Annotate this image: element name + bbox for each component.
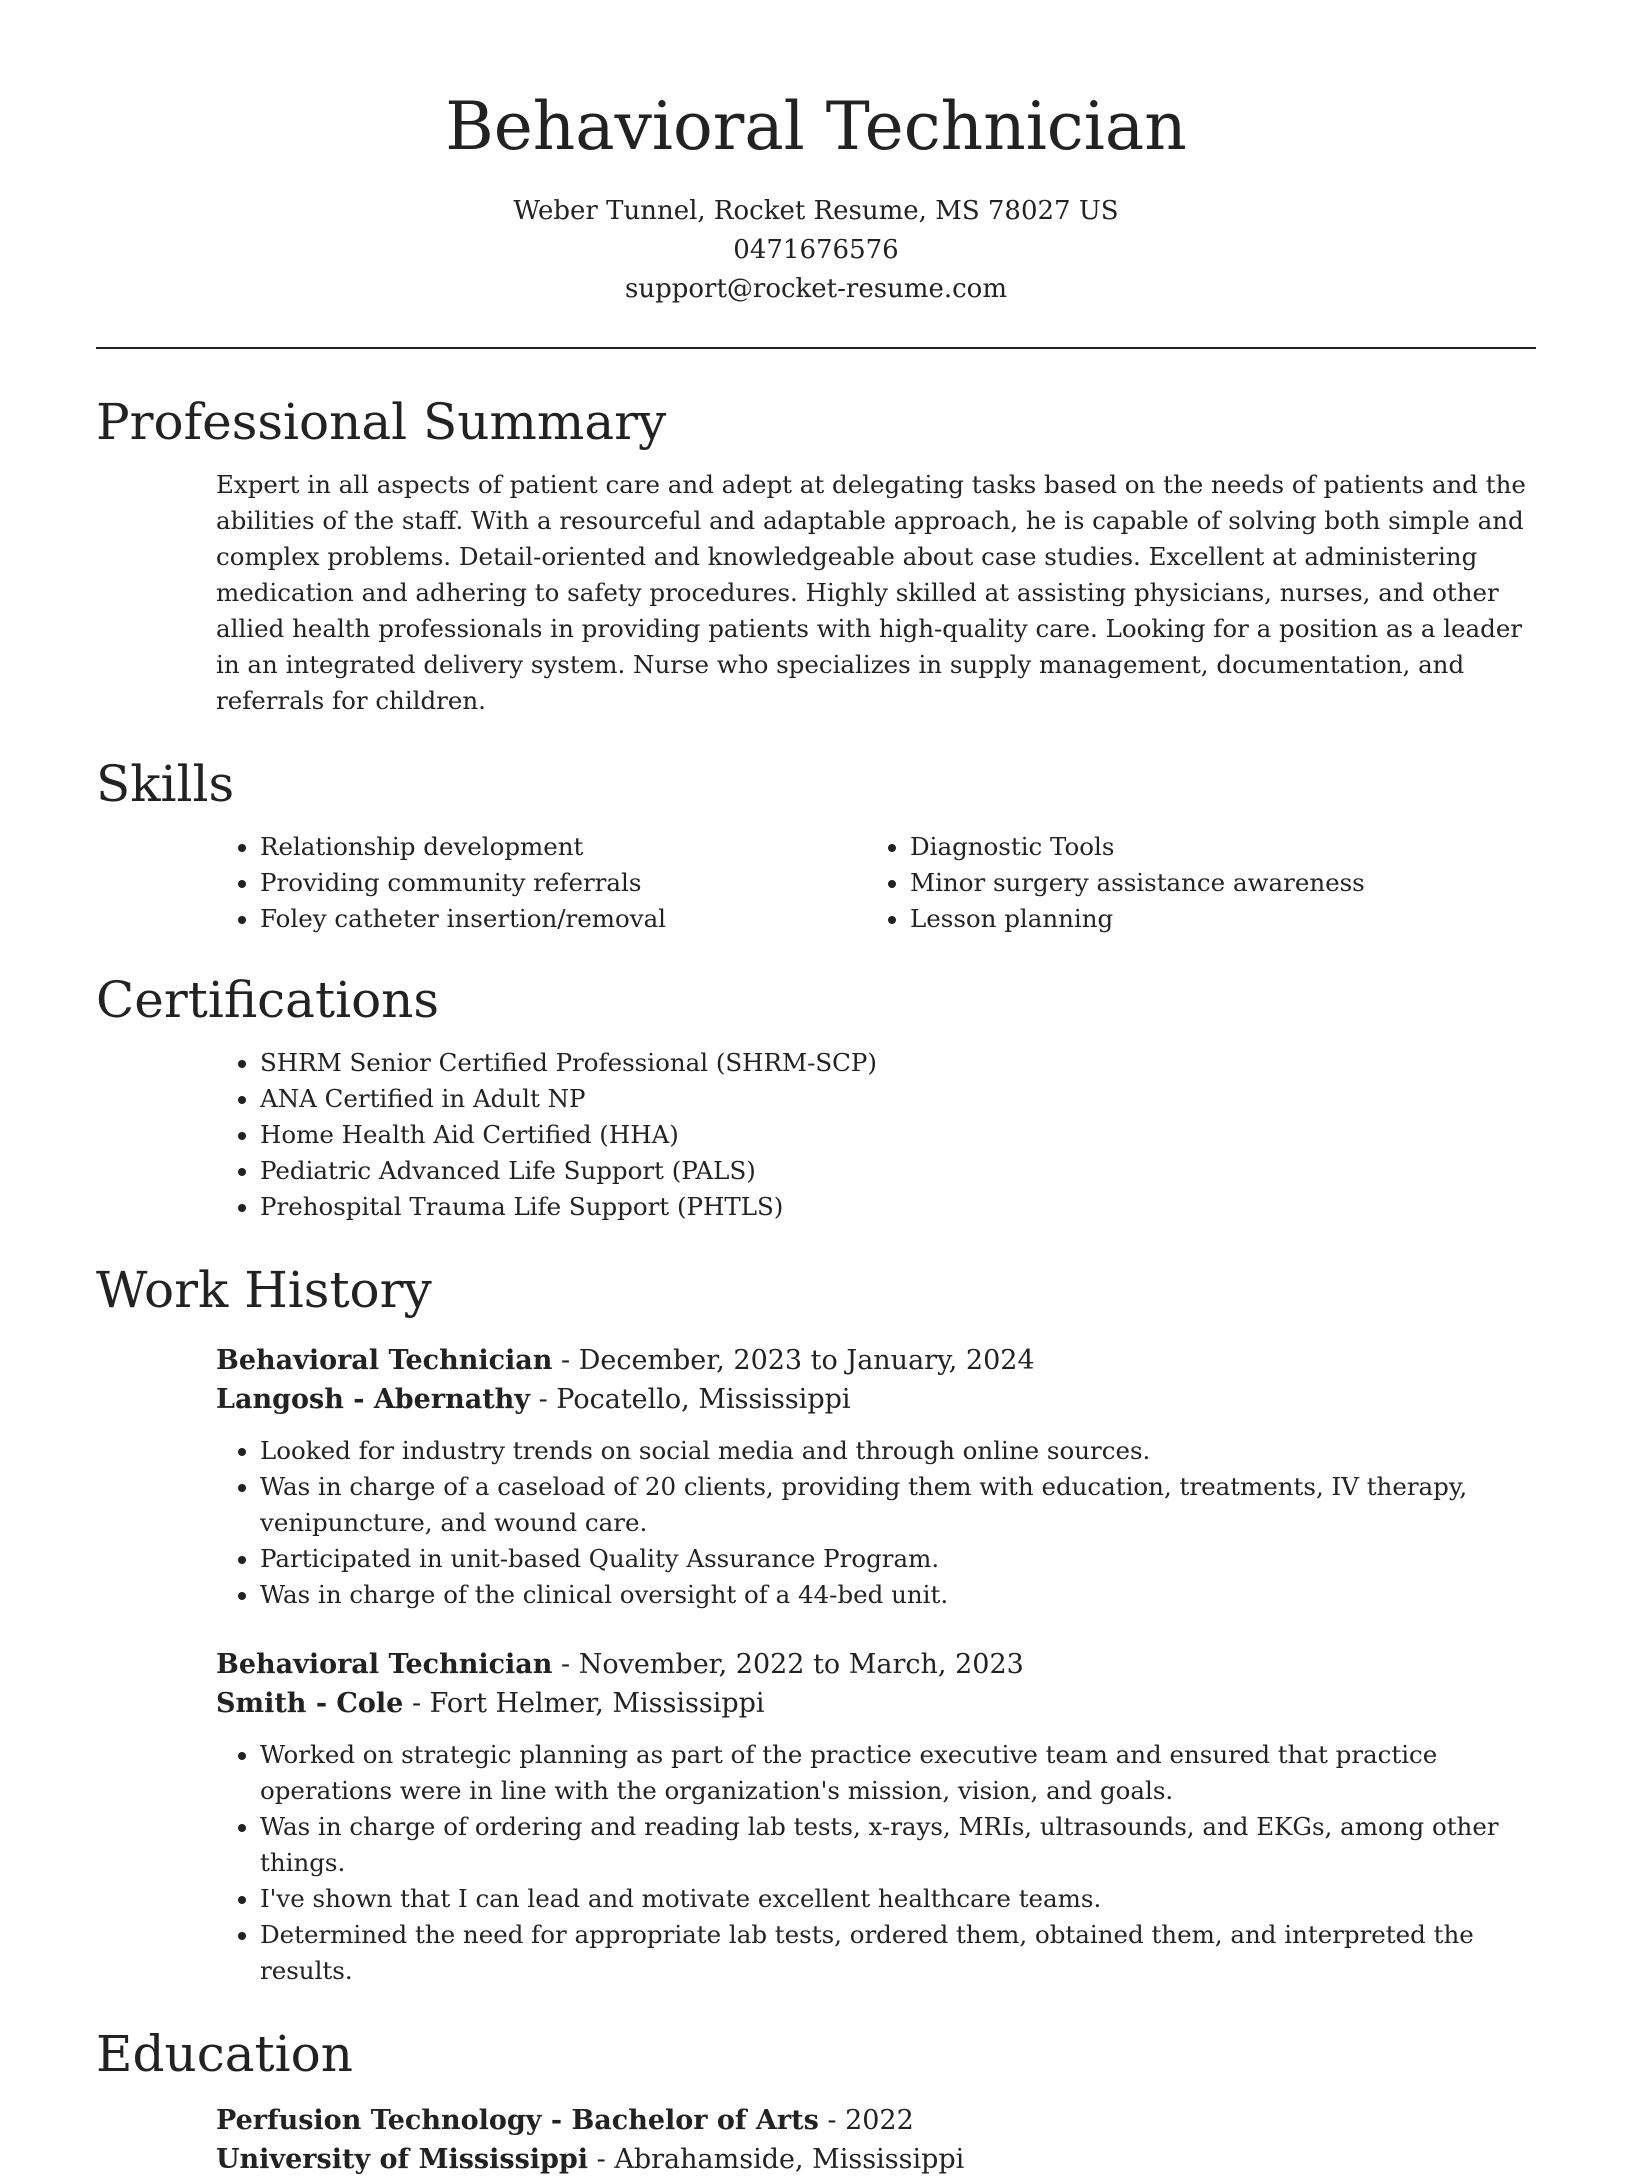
list-item: • SHRM Senior Certified Professional (SHRM-SCP): [260, 1045, 1536, 1081]
summary-heading: Professional Summary: [96, 393, 667, 451]
certifications-list: [216, 1045, 1536, 1225]
list-item: • Home Health Aid Certified (HHA): [260, 1117, 1536, 1153]
degree-line: [216, 2101, 1536, 2140]
job-title-line: [216, 1645, 1536, 1684]
list-item: • Providing community referrals: [260, 865, 866, 901]
list-item: • Determined the need for appropriate lab tests, ordered them, obtained them, and interpreted the results.: [260, 1917, 1536, 1989]
school-location: - Abrahamside, Mississippi: [588, 2144, 965, 2175]
list-item: • Prehospital Trauma Life Support (PHTLS): [260, 1189, 1536, 1225]
job-bullets: [216, 1433, 1536, 1613]
summary-text: Expert in all aspects of patient care and adept at delegating tasks based on the needs of patients and the abilities of the staff. With a resourceful and adaptable approach, he is capable of solving both simple and complex problems. Detail-oriented and knowledgeable about case studies. Excellent at administering medication and adhering to safety procedures. Highly skilled at assisting physicians, nurses, and other allied health professionals in providing patients with high-quality care. Looking for a position as a leader in an integrated delivery system. Nurse who specializes in supply management, documentation, and referrals for children.: [216, 470, 1526, 715]
graduation-year: - 2022: [818, 2105, 914, 2136]
contact-info: [96, 192, 1536, 309]
list-item: • Lesson planning: [910, 901, 1516, 937]
skills-section: [96, 753, 1536, 937]
candidate-name: Behavioral Technician: [445, 88, 1187, 165]
education-heading: Education: [96, 2025, 353, 2083]
school-name: University of Mississippi: [216, 2144, 589, 2175]
skills-column-left: [216, 829, 866, 937]
summary-section: [96, 391, 1536, 719]
skills-list: [216, 829, 1536, 937]
resume-header: [96, 0, 1536, 309]
list-item: • Was in charge of a caseload of 20 clients, providing them with education, treatments, IV therapy, venipuncture, and wound care.: [260, 1469, 1536, 1541]
job-entry: [216, 1341, 1536, 1613]
list-item: • Was in charge of ordering and reading lab tests, x-rays, MRIs, ultrasounds, and EKGs, among other things.: [260, 1809, 1536, 1881]
education-section: [96, 2023, 1536, 2179]
phone: 0471676576: [733, 235, 899, 265]
skills-column-right: [866, 829, 1516, 937]
job-dates: - December, 2023 to January, 2024: [552, 1345, 1035, 1376]
list-item: • Pediatric Advanced Life Support (PALS): [260, 1153, 1536, 1189]
job-location: - Fort Helmer, Mississippi: [403, 1688, 765, 1719]
list-item: • Foley catheter insertion/removal: [260, 901, 866, 937]
address: Weber Tunnel, Rocket Resume, MS 78027 US: [513, 196, 1119, 226]
job-bullets: [216, 1737, 1536, 1989]
list-item: • Diagnostic Tools: [910, 829, 1516, 865]
list-item: • Minor surgery assistance awareness: [910, 865, 1516, 901]
list-item: • Was in charge of the clinical oversight of a 44-bed unit.: [260, 1577, 1536, 1613]
job-dates: - November, 2022 to March, 2023: [552, 1649, 1024, 1680]
job-company-line: [216, 1380, 1536, 1419]
skills-heading: Skills: [96, 755, 235, 813]
list-item: • Worked on strategic planning as part of the practice executive team and ensured that practice operations were in line with the organization's mission, vision, and goals.: [260, 1737, 1536, 1809]
school-line: [216, 2140, 1536, 2179]
job-company-line: [216, 1684, 1536, 1723]
job-location: - Pocatello, Mississippi: [529, 1384, 851, 1415]
list-item: • Looked for industry trends on social media and through online sources.: [260, 1433, 1536, 1469]
job-company: Langosh - Abernathy: [216, 1384, 530, 1415]
job-company: Smith - Cole: [216, 1688, 404, 1719]
job-title: Behavioral Technician: [216, 1345, 553, 1376]
email: support@rocket-resume.com: [624, 274, 1007, 304]
list-item: • ANA Certified in Adult NP: [260, 1081, 1536, 1117]
header-divider: [96, 347, 1536, 349]
job-title: Behavioral Technician: [216, 1649, 553, 1680]
job-entry: [216, 1645, 1536, 1989]
resume-page: [96, 0, 1536, 2179]
work-history-heading: Work History: [96, 1261, 432, 1319]
list-item: • Relationship development: [260, 829, 866, 865]
certifications-heading: Certifications: [96, 971, 440, 1029]
list-item: • I've shown that I can lead and motivate excellent healthcare teams.: [260, 1881, 1536, 1917]
list-item: • Participated in unit-based Quality Assurance Program.: [260, 1541, 1536, 1577]
work-history-section: [96, 1259, 1536, 1989]
degree: Perfusion Technology - Bachelor of Arts: [216, 2105, 819, 2136]
certifications-section: [96, 969, 1536, 1225]
job-title-line: [216, 1341, 1536, 1380]
education-entry: [216, 2101, 1536, 2179]
